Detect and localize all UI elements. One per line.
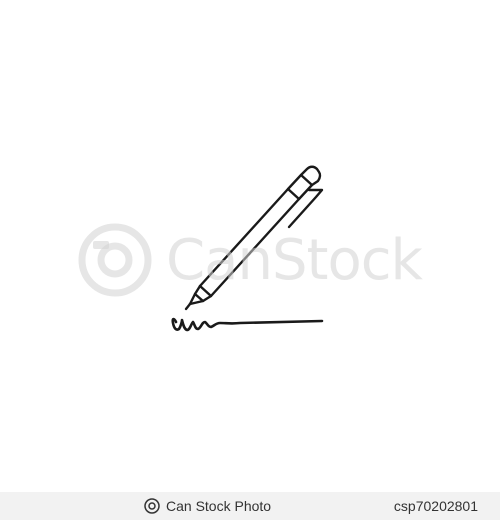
pen-icon xyxy=(186,167,322,309)
signature-line xyxy=(173,319,322,330)
image-code: csp70202801 xyxy=(393,498,478,514)
footer-brand xyxy=(144,498,271,514)
canstock-logo-icon xyxy=(144,498,160,514)
footer-bar xyxy=(0,492,500,520)
footer-brand-text: Can Stock Photo xyxy=(166,498,272,514)
watermark-brand: CanStock xyxy=(166,227,422,293)
